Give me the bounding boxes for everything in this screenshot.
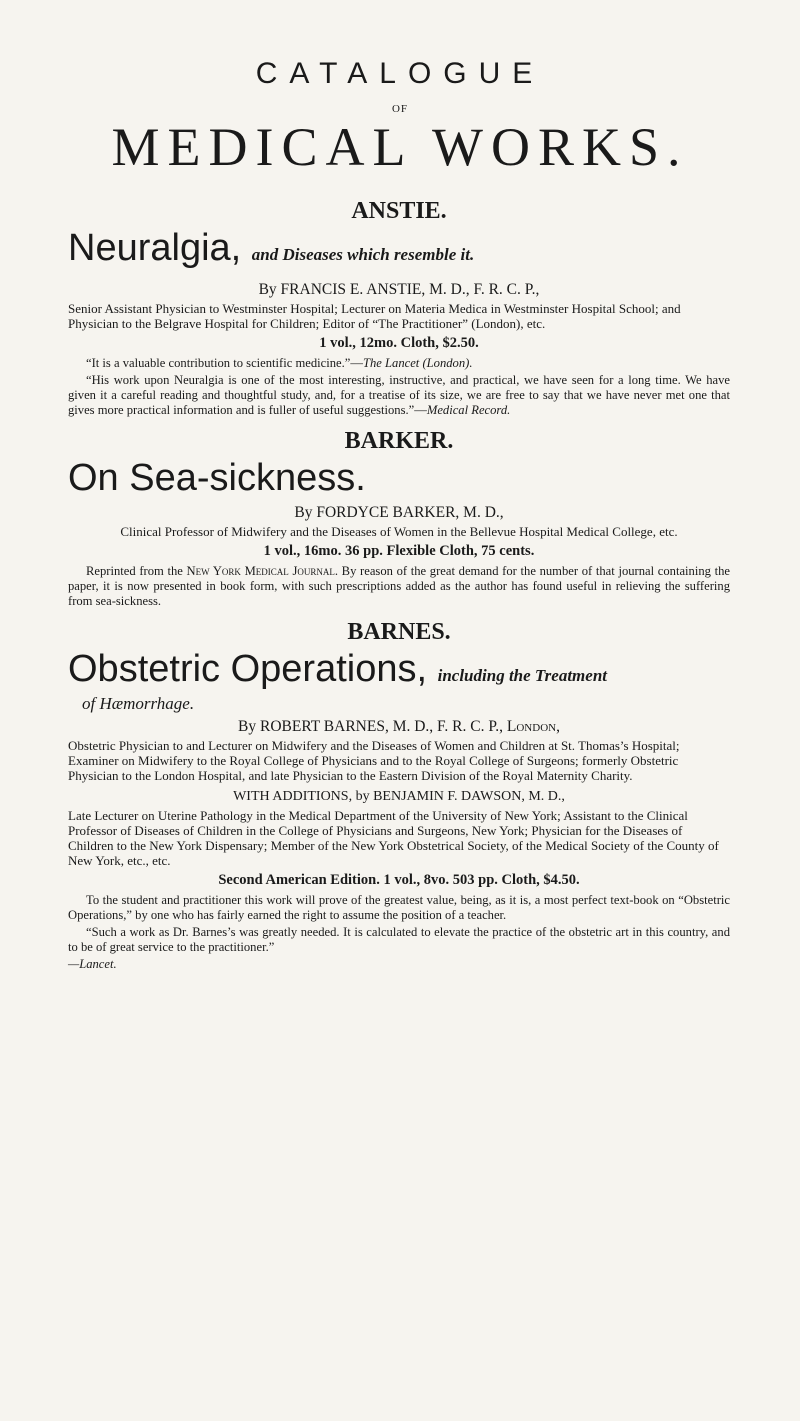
quote-text: “It is a valuable contribution to scientific medicine.”— — [86, 356, 363, 370]
byline-city: London, — [506, 718, 560, 735]
of-label: OF — [391, 103, 409, 115]
byline: By FRANCIS E. ANSTIE, M. D., F. R. C. P., — [258, 281, 540, 298]
author-credentials: Senior Assistant Physician to Westminster Hospital; Lecturer on Materia Medica in Westminster Hospital School; and Physician to the Belgrave Hospital for Children; Editor of “The Practitioner” (London), etc. — [68, 301, 681, 331]
quote-source: Medical Record. — [426, 403, 511, 417]
title-continuation: of Hæmorrhage. — [82, 694, 195, 713]
quote-source-text: —Lancet. — [68, 957, 117, 971]
author-heading: BARKER. — [344, 428, 454, 454]
quote-text: “His work upon Neuralgia is one of the most interesting, instructive, and practical, we have seen for a long time. We have given it a careful reading and thoughtful study, and, for a treatise of its size, we are free to say that we have never met one that gives more practical information and is fuller of useful suggestions.”— — [68, 373, 730, 417]
edition-price: Second American Edition. 1 vol., 8vo. 503 pp. Cloth, $4.50. — [218, 872, 580, 888]
title-main: Neuralgia, — [68, 227, 242, 269]
author-credentials: Clinical Professor of Midwifery and the Diseases of Women in the Bellevue Hospital Medical College, etc. — [120, 524, 678, 539]
additions-line: WITH ADDITIONS, by BENJAMIN F. DAWSON, M. D., — [233, 789, 565, 804]
book-title: On Sea-sickness. — [68, 457, 366, 499]
entry-anstie — [68, 196, 730, 418]
book-title — [68, 226, 730, 277]
editor-credentials: Late Lecturer on Uterine Pathology in the Medical Department of the University of New York; Assistant to the Clinical Professor of Diseases of Children in the College of Physicians and Surgeons, New York; Physician for the Diseases of Children to the New York Dispensary; Member of the New York Obstetrical Society, of the Medical Society of the County of New York, etc., etc. — [68, 808, 719, 868]
edition-price: 1 vol., 12mo. Cloth, $2.50. — [319, 335, 479, 351]
title-main: Obstetric Operations, — [68, 648, 428, 690]
author-heading: ANSTIE. — [351, 198, 447, 224]
title-subtitle: including the Treatment — [437, 666, 607, 685]
catalogue-heading: CATALOGUE — [255, 57, 545, 90]
byline-text: By ROBERT BARNES, M. D., F. R. C. P., — [238, 718, 507, 735]
author-heading: BARNES. — [347, 619, 451, 645]
entry-barker — [68, 426, 730, 609]
book-title — [68, 647, 730, 698]
description-text: Reprinted from the — [86, 564, 187, 578]
entry-barnes — [68, 617, 730, 972]
byline: By FORDYCE BARKER, M. D., — [294, 504, 504, 521]
review-quote — [68, 925, 730, 955]
description: To the student and practitioner this work will prove of the greatest value, being, as it is, a most perfect text-book on “Obstetric Operations,” by one who has fairly earned the right to assume the position of a teacher. — [68, 893, 730, 922]
author-credentials: Obstetric Physician to and Lecturer on Midwifery and the Diseases of Women and Children at St. Thomas’s Hospital; Examiner on Midwifery to the Royal College of Physicians and to the Royal College of Surgeons; formerly Obstetric Physician to the London Hospital, and late Physician to the Eastern Division of the Royal Maternity Charity. — [68, 738, 680, 783]
review-quote — [68, 373, 730, 418]
edition-price: 1 vol., 16mo. 36 pp. Flexible Cloth, 75 cents. — [263, 543, 535, 559]
quote-text: “Such a work as Dr. Barnes’s was greatly needed. It is calculated to elevate the practice of the obstetric art in this country, and to be of great service to the practitioner.” — [68, 925, 730, 954]
quote-source: The Lancet (London). — [362, 356, 473, 370]
quote-source — [68, 957, 730, 972]
journal-name: New York Medical Journal. — [186, 564, 339, 578]
review-quote — [68, 356, 730, 371]
entries-column — [68, 196, 730, 974]
medical-works-heading: MEDICAL WORKS. — [111, 117, 689, 177]
title-subtitle: and Diseases which resemble it. — [251, 245, 475, 264]
byline — [68, 718, 730, 736]
description-text: By reason of the great demand for the number of that journal containing the paper, it is now presented in book form, with such prescriptions added as the author has found useful in relieving the suffering from sea-sickness. — [68, 564, 730, 608]
description — [68, 564, 730, 609]
